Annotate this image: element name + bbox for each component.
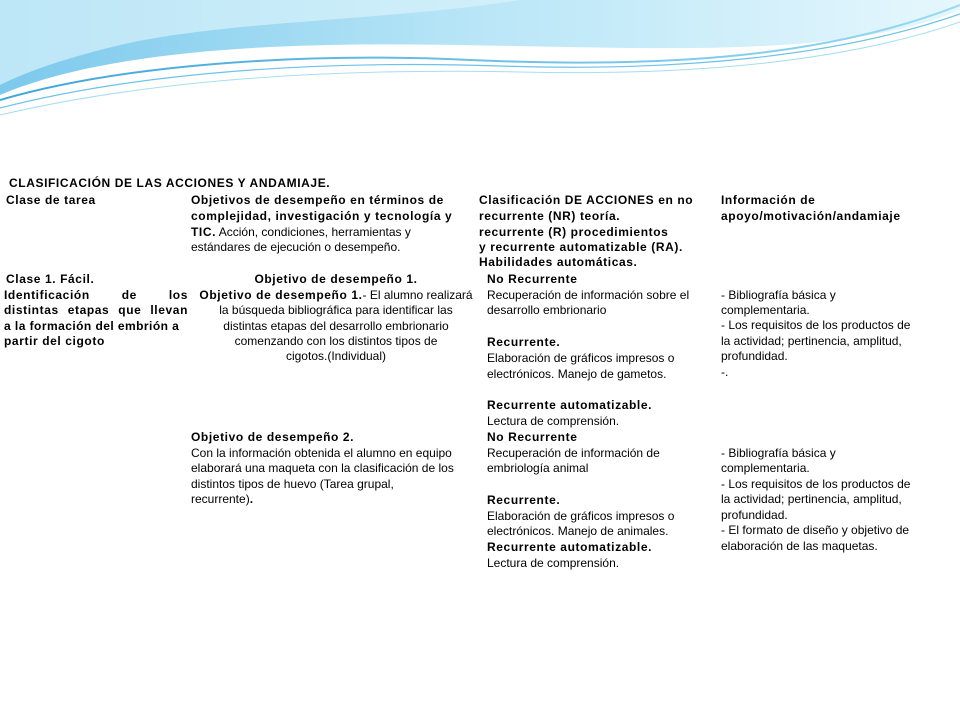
header-clasificacion-line1: Clasificación DE ACCIONES en no — [479, 193, 694, 207]
support1-line4: la actividad; pertinencia, amplitud, — [721, 334, 902, 348]
support1-line2: complementaria. — [721, 303, 810, 317]
actions1-nr-line2: desarrollo embrionario — [487, 303, 607, 317]
actions2-nr-line2: embriología animal — [487, 461, 589, 475]
actions1-ra-line1: Lectura de comprensión. — [487, 414, 620, 428]
objective2-line4 — [191, 492, 254, 508]
actions2-nr-line1: Recuperación de información de — [487, 446, 660, 460]
header-accion-text: Acción, condiciones, herramientas y — [216, 225, 411, 239]
header-clase-de-tarea: Clase de tarea — [6, 193, 96, 207]
objective2-line3: distintos tipos de huevo (Tarea grupal, — [191, 477, 394, 491]
actions1-r-line2: electrónicos. Manejo de gametos. — [487, 367, 667, 381]
support2-line6: - El formato de diseño y objetivo de — [721, 523, 910, 537]
table-title: CLASIFICACIÓN DE LAS ACCIONES Y ANDAMIAJE. — [9, 176, 331, 190]
objective1-line1 — [186, 288, 486, 304]
class-desc-line2: distintas etapas que llevan — [4, 303, 188, 317]
header-informacion-line1: Información de — [721, 193, 816, 207]
actions2-r-label: Recurrente. — [487, 493, 561, 507]
objective2-last-text: recurrente) — [191, 492, 250, 506]
objective2-last-period: . — [249, 492, 254, 506]
objective1-bold-label: Objetivo de desempeño 1. — [199, 288, 363, 302]
objective1-line4: comenzando con los distintos tipos de — [234, 334, 438, 348]
support2-line4: la actividad; pertinencia, amplitud, — [721, 492, 902, 506]
header-tic-label: TIC. — [191, 225, 217, 239]
actions2-nr-label: No Recurrente — [487, 430, 578, 444]
actions1-nr-line1: Recuperación de información sobre el — [487, 288, 690, 302]
actions1-r-label: Recurrente. — [487, 335, 561, 349]
support1-line1: - Bibliografía básica y — [721, 288, 836, 302]
objective2-heading: Objetivo de desempeño 2. — [191, 430, 355, 444]
objective2-line2: elaborará una maqueta con la clasificación de los — [191, 461, 454, 475]
actions1-r-line1: Elaboración de gráficos impresos o — [487, 351, 675, 365]
actions2-r-line2: electrónicos. Manejo de animales. — [487, 524, 669, 538]
header-objetivos-line3 — [191, 225, 411, 241]
actions2-ra-label: Recurrente automatizable. — [487, 540, 653, 554]
header-clasificacion-line3: recurrente (R) procedimientos — [479, 225, 669, 239]
objective1-line5: cigotos.(Individual) — [285, 349, 387, 363]
actions2-r-line1: Elaboración de gráficos impresos o — [487, 509, 675, 523]
header-clasificacion-line2: recurrente (NR) teoría. — [479, 209, 621, 223]
support2-line7: elaboración de las maquetas. — [721, 539, 878, 553]
header-objetivos-line4: estándares de ejecución o desempeño. — [191, 240, 401, 254]
class-desc-line1: Identificación de los — [4, 288, 188, 302]
objective1-line2: la búsqueda bibliográfica para identificar las — [219, 303, 453, 317]
class-desc-line3: a la formación del embrión a — [4, 319, 180, 333]
header-objetivos-line1: Objetivos de desempeño en términos de — [191, 193, 444, 207]
support2-line1: - Bibliografía básica y — [721, 446, 836, 460]
objective2-line1: Con la información obtenida el alumno en equipo — [191, 446, 452, 460]
objective1-line1-text: - El alumno realizará — [362, 288, 473, 302]
header-clasificacion-line5: Habilidades automáticas. — [479, 255, 638, 269]
header-informacion-line2: apoyo/motivación/andamiaje — [721, 209, 901, 223]
actions1-ra-label: Recurrente automatizable. — [487, 398, 653, 412]
class-title: Clase 1. Fácil. — [6, 272, 95, 286]
support2-line2: complementaria. — [721, 461, 810, 475]
header-clasificacion-line4: y recurrente automatizable (RA). — [479, 240, 683, 254]
support1-line3: - Los requisitos de los productos de — [721, 318, 911, 332]
actions2-ra-line1: Lectura de comprensión. — [487, 556, 620, 570]
objective1-line3: distintas etapas del desarrollo embrionario — [223, 319, 449, 333]
actions1-nr-label: No Recurrente — [487, 272, 578, 286]
objective1-heading: Objetivo de desempeño 1. — [254, 272, 418, 286]
class-desc-line4: partir del cigoto — [4, 334, 105, 348]
support2-line3: - Los requisitos de los productos de — [721, 477, 911, 491]
support1-line6: -. — [721, 365, 729, 379]
support1-line5: profundidad. — [721, 349, 788, 363]
support2-line5: profundidad. — [721, 508, 788, 522]
header-objetivos-line2: complejidad, investigación y tecnología y — [191, 209, 453, 223]
